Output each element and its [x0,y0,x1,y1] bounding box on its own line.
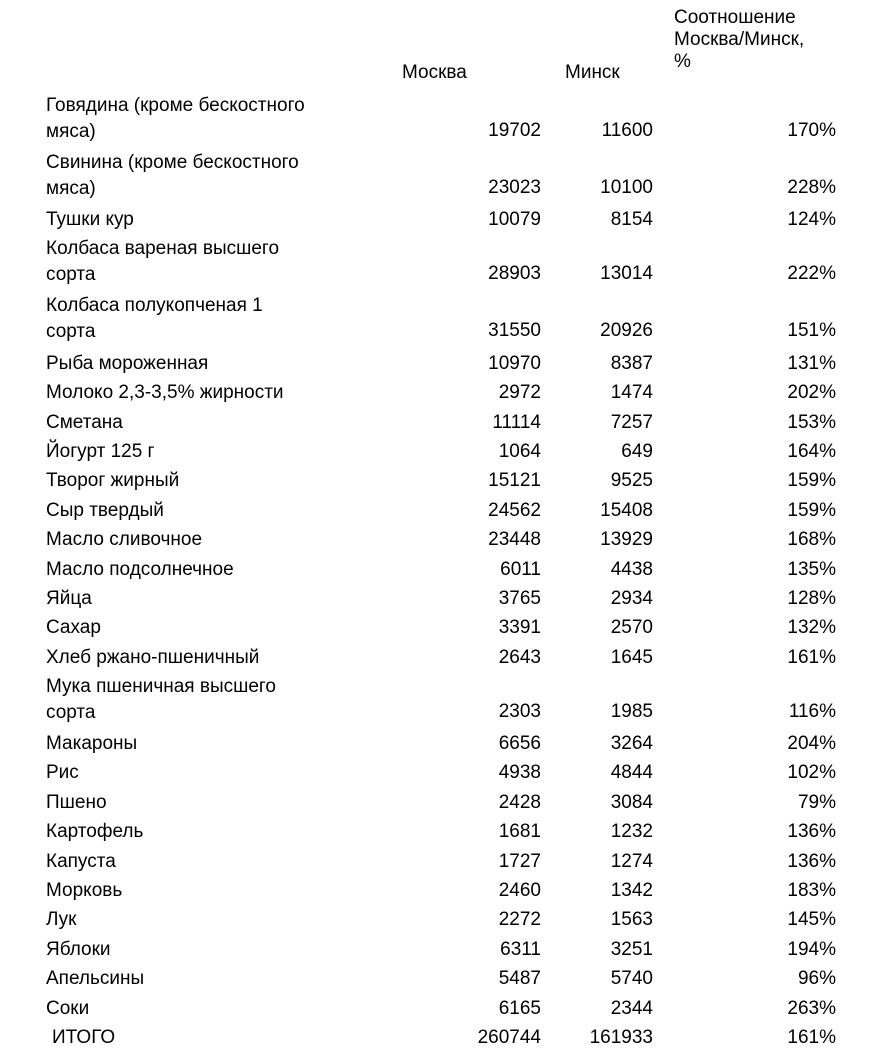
table-row [46,990,836,1019]
product-name-line-2: сорта [46,701,96,723]
product-name-line-2: мяса) [46,121,96,142]
ratio-value: 170% [787,120,836,141]
product-name [46,231,366,288]
product-name [46,145,366,202]
ratio-value: 161% [787,646,836,668]
moscow-value: 1727 [498,850,541,872]
minsk-value: 5740 [610,968,653,990]
column-header-ratio [674,7,864,73]
minsk-value: 4438 [610,558,653,580]
product-name: Молоко 2,3-3,5% жирности [46,382,284,404]
product-name: Сметана [46,411,123,433]
moscow-value: 6011 [500,558,541,580]
minsk-value: 1342 [610,880,653,902]
total-minsk-value: 161933 [589,1026,653,1048]
moscow-value: 6165 [498,997,541,1019]
ratio-header-line-1: Соотношение [674,7,796,28]
ratio-value: 183% [787,880,836,902]
moscow-value: 2428 [498,791,541,813]
moscow-value: 19702 [488,120,541,141]
ratio-header-line-3: % [674,51,691,72]
moscow-value: 6311 [500,938,541,960]
ratio-value: 228% [787,177,836,198]
table-row [46,726,836,755]
moscow-value: 15121 [488,470,541,492]
product-name: Хлеб ржано-пшеничный [46,646,260,668]
table-row [46,145,836,202]
product-name: Морковь [46,880,123,902]
table-row [46,610,836,639]
moscow-value: 10970 [488,352,541,374]
moscow-value: 2303 [498,700,541,722]
minsk-value: 8154 [610,209,653,231]
product-name: Капуста [46,850,116,872]
minsk-value: 1274 [610,850,653,872]
ratio-value: 168% [787,529,836,551]
ratio-value: 222% [787,263,836,285]
ratio-value: 145% [787,909,836,931]
ratio-header-line-2: Москва/Минск, [674,29,805,50]
minsk-value: 1232 [610,821,653,843]
table-row [46,492,836,521]
product-name-line-2: сорта [46,264,96,286]
table-row [46,288,836,345]
minsk-value: 1985 [610,700,653,722]
product-name: Пшено [46,791,107,813]
product-name: Лук [46,909,77,931]
table-row [46,404,836,433]
product-name: Яйца [46,587,92,609]
moscow-value: 4938 [498,762,541,784]
product-name-line-2: сорта [46,321,96,343]
ratio-value: 194% [787,938,836,960]
column-header-minsk: Минск [565,62,620,83]
product-name: Картофель [46,821,144,843]
product-name: Сыр твердый [46,499,164,521]
table-row [46,522,836,551]
table-row [46,434,836,463]
table-row [46,902,836,931]
table-row [46,784,836,813]
product-name [46,88,366,145]
product-name [46,288,366,345]
minsk-value: 649 [621,440,653,462]
moscow-value: 3391 [498,617,541,639]
product-name-line-1: Говядина (кроме бескостного [46,95,305,116]
ratio-value: 164% [787,440,836,462]
table-row [46,961,836,990]
product-name: Соки [46,997,90,1019]
ratio-value: 159% [787,499,836,521]
moscow-value: 28903 [488,263,541,285]
minsk-value: 10100 [600,177,653,198]
moscow-value: 2460 [498,880,541,902]
ratio-value: 153% [787,411,836,433]
ratio-value: 128% [787,587,836,609]
ratio-value: 132% [787,617,836,639]
minsk-value: 9525 [610,470,653,492]
product-name: Яблоки [46,938,111,960]
minsk-value: 1563 [610,909,653,931]
minsk-value: 7257 [610,411,653,433]
product-name-line-1: Мука пшеничная высшего [46,675,276,697]
product-name-line-2: мяса) [46,178,96,199]
total-moscow-value: 260744 [477,1026,541,1048]
minsk-value: 15408 [600,499,653,521]
moscow-value: 1064 [498,440,541,462]
minsk-value: 3084 [610,791,653,813]
moscow-value: 23448 [488,529,541,551]
table-row [46,931,836,960]
minsk-value: 2344 [610,997,653,1019]
table-row [46,231,836,288]
ratio-value: 116% [788,700,836,722]
product-name: Творог жирный [46,470,180,492]
table-row [46,202,836,231]
moscow-value: 2643 [498,646,541,668]
total-row [46,1020,836,1049]
ratio-value: 102% [787,762,836,784]
product-name: Тушки кур [46,209,134,231]
minsk-value: 1645 [610,646,653,668]
table-row [46,463,836,492]
product-name-line-1: Колбаса вареная высшего [46,238,280,260]
minsk-value: 4844 [610,762,653,784]
minsk-value: 20926 [600,320,653,342]
table-row [46,375,836,404]
ratio-value: 136% [787,821,836,843]
moscow-value: 31550 [488,320,541,342]
ratio-value: 204% [787,733,836,755]
table-row [46,755,836,784]
ratio-value: 263% [787,997,836,1019]
product-name [46,669,366,726]
moscow-value: 24562 [488,499,541,521]
ratio-value: 151% [787,320,836,342]
column-header-moscow: Москва [402,62,467,83]
table-row [46,669,836,726]
ratio-value: 135% [787,558,836,580]
product-name: Сахар [46,617,101,639]
ratio-value: 159% [787,470,836,492]
table-row [46,639,836,668]
table-row [46,581,836,610]
total-ratio-value: 161% [787,1026,836,1048]
price-table [46,88,836,1049]
product-name: Рис [46,762,79,784]
product-name: Масло сливочное [46,529,203,551]
moscow-value: 2272 [498,909,541,931]
table-row [46,345,836,374]
ratio-value: 202% [787,382,836,404]
minsk-value: 13929 [600,529,653,551]
product-name-line-1: Свинина (кроме бескостного [46,152,299,173]
ratio-value: 131% [787,352,836,374]
table-row [46,88,836,145]
minsk-value: 2570 [610,617,653,639]
table-row [46,551,836,580]
minsk-value: 1474 [610,382,653,404]
minsk-value: 3264 [610,733,653,755]
moscow-value: 5487 [498,968,541,990]
moscow-value: 10079 [488,209,541,231]
moscow-value: 11114 [492,411,541,433]
moscow-value: 1681 [498,821,541,843]
minsk-value: 13014 [600,263,653,285]
ratio-value: 79% [797,791,836,813]
minsk-value: 3251 [610,938,653,960]
table-row [46,873,836,902]
minsk-value: 2934 [610,587,653,609]
minsk-value: 8387 [610,352,653,374]
ratio-value: 136% [787,850,836,872]
product-name: Апельсины [46,968,145,990]
total-label: ИТОГО [52,1026,116,1048]
minsk-value: 11600 [601,120,653,141]
moscow-value: 2972 [498,382,541,404]
product-name-line-1: Колбаса полукопченая 1 [46,295,263,317]
product-name: Йогурт 125 г [46,440,155,462]
product-name: Масло подсолнечное [46,558,234,580]
product-name: Рыба мороженная [46,352,209,374]
moscow-value: 6656 [498,733,541,755]
moscow-value: 23023 [488,177,541,198]
ratio-value: 124% [787,209,836,231]
product-name: Макароны [46,733,138,755]
table-row [46,843,836,872]
moscow-value: 3765 [498,587,541,609]
table-row [46,814,836,843]
ratio-value: 96% [797,968,836,990]
